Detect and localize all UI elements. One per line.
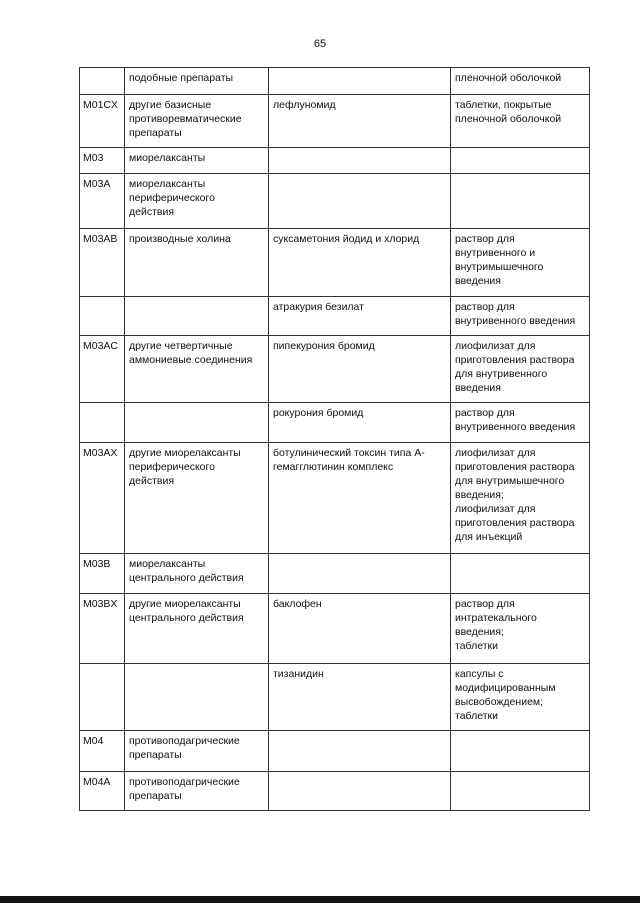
anatomical-group-text: миорелаксанты периферического действия <box>129 178 215 218</box>
drug-name-cell <box>269 554 451 594</box>
drug-name-text: рокурония бромид <box>273 407 364 419</box>
anatomical-group-cell <box>125 443 269 554</box>
dosage-form-text: раствор для внутривенного введения <box>455 407 576 433</box>
table-row <box>80 336 590 403</box>
anatomical-group-text: подобные препараты <box>129 72 234 84</box>
anatomical-group-text: противоподагрические препараты <box>129 776 240 802</box>
atc-code-text: M04A <box>83 776 111 788</box>
atc-code-text: M03 <box>83 152 104 164</box>
drug-name-cell <box>269 443 451 554</box>
drug-name-cell <box>269 148 451 174</box>
table-row <box>80 95 590 148</box>
atc-code-text: M03AC <box>83 340 119 352</box>
anatomical-group-text: противоподагрические препараты <box>129 735 240 761</box>
table-row <box>80 229 590 297</box>
atc-code-text: M03BX <box>83 598 118 610</box>
dosage-form-cell <box>451 664 590 731</box>
table-body <box>80 68 590 811</box>
anatomical-group-text: другие миорелаксанты периферического действия <box>129 447 241 487</box>
table-row <box>80 403 590 443</box>
dosage-form-cell <box>451 772 590 811</box>
table-row <box>80 174 590 229</box>
anatomical-group-cell <box>125 68 269 95</box>
anatomical-group-cell <box>125 336 269 403</box>
anatomical-group-text: производные холина <box>129 233 231 245</box>
atc-code-text: M01CX <box>83 99 119 111</box>
atc-code-text: M04 <box>83 735 104 747</box>
table-row <box>80 443 590 554</box>
bottom-rule <box>0 896 640 903</box>
dosage-form-text: лиофилизат для приготовления раствора для внутримышечного введения; лиофилизат для приготовления раствора для инъекций <box>455 447 575 543</box>
dosage-form-text: раствор для интратекального введения; таблетки <box>455 598 537 652</box>
dosage-form-text: капсулы с модифицированным высвобождением; таблетки <box>455 668 556 722</box>
anatomical-group-text: другие миорелаксанты центрального действия <box>129 598 244 624</box>
atc-code-cell <box>80 664 125 731</box>
anatomical-group-text: другие четвертичные аммониевые соединения <box>129 340 253 366</box>
drug-name-text: лефлуномид <box>273 99 336 111</box>
drug-name-text: баклофен <box>273 598 322 610</box>
dosage-form-cell <box>451 731 590 772</box>
drug-name-text: тизанидин <box>273 668 324 680</box>
atc-code-text: M03A <box>83 178 111 190</box>
atc-code-text: M03AB <box>83 233 118 245</box>
drug-name-cell <box>269 594 451 664</box>
dosage-form-text: таблетки, покрытые пленочной оболочкой <box>455 99 562 125</box>
anatomical-group-cell <box>125 554 269 594</box>
drug-name-cell <box>269 95 451 148</box>
anatomical-group-cell <box>125 148 269 174</box>
anatomical-group-cell <box>125 664 269 731</box>
drug-name-text: суксаметония йодид и хлорид <box>273 233 420 245</box>
atc-code-cell <box>80 68 125 95</box>
atc-code-cell <box>80 594 125 664</box>
dosage-form-cell <box>451 229 590 297</box>
dosage-form-cell <box>451 443 590 554</box>
anatomical-group-cell <box>125 594 269 664</box>
dosage-form-text: пленочной оболочкой <box>455 72 562 84</box>
dosage-form-cell <box>451 403 590 443</box>
page-number: 65 <box>313 38 327 50</box>
drug-name-cell <box>269 772 451 811</box>
anatomical-group-cell <box>125 297 269 336</box>
table-row <box>80 664 590 731</box>
drug-name-cell <box>269 731 451 772</box>
atc-code-cell <box>80 554 125 594</box>
anatomical-group-text: миорелаксанты центрального действия <box>129 558 244 584</box>
table-row <box>80 68 590 95</box>
atc-code-cell <box>80 772 125 811</box>
dosage-form-text: раствор для внутривенного введения <box>455 301 576 327</box>
table-row <box>80 772 590 811</box>
atc-code-cell <box>80 148 125 174</box>
atc-code-cell <box>80 443 125 554</box>
drug-name-text: ботулинический токсин типа A- гемагглютинин комплекс <box>273 447 425 473</box>
anatomical-group-cell <box>125 229 269 297</box>
atc-code-cell <box>80 336 125 403</box>
drug-name-cell <box>269 68 451 95</box>
anatomical-group-text: миорелаксанты <box>129 152 206 164</box>
anatomical-group-cell <box>125 95 269 148</box>
anatomical-group-text: другие базисные противоревматические препараты <box>129 99 242 139</box>
drug-name-cell <box>269 336 451 403</box>
anatomical-group-cell <box>125 772 269 811</box>
atc-code-text: M03AX <box>83 447 118 459</box>
dosage-form-cell <box>451 174 590 229</box>
anatomical-group-cell <box>125 174 269 229</box>
dosage-form-cell <box>451 297 590 336</box>
table-row <box>80 731 590 772</box>
atc-code-cell <box>80 95 125 148</box>
table-row <box>80 554 590 594</box>
table-row <box>80 297 590 336</box>
dosage-form-cell <box>451 594 590 664</box>
table-row <box>80 148 590 174</box>
drug-name-text: пипекурония бромид <box>273 340 375 352</box>
table-row <box>80 594 590 664</box>
atc-code-cell <box>80 297 125 336</box>
dosage-form-text: раствор для внутривенного и внутримышечного введения <box>455 233 544 287</box>
dosage-form-cell <box>451 68 590 95</box>
drug-name-cell <box>269 664 451 731</box>
atc-code-cell <box>80 174 125 229</box>
dosage-form-cell <box>451 554 590 594</box>
anatomical-group-cell <box>125 731 269 772</box>
drug-name-cell <box>269 297 451 336</box>
drug-table <box>79 67 590 811</box>
dosage-form-cell <box>451 148 590 174</box>
atc-code-cell <box>80 403 125 443</box>
atc-code-cell <box>80 731 125 772</box>
drug-name-cell <box>269 229 451 297</box>
atc-code-text: M03B <box>83 558 111 570</box>
drug-name-cell <box>269 403 451 443</box>
dosage-form-cell <box>451 336 590 403</box>
dosage-form-text: лиофилизат для приготовления раствора для внутривенного введения <box>455 340 575 394</box>
drug-name-text: атракурия безилат <box>273 301 364 313</box>
anatomical-group-cell <box>125 403 269 443</box>
drug-name-cell <box>269 174 451 229</box>
dosage-form-cell <box>451 95 590 148</box>
atc-code-cell <box>80 229 125 297</box>
